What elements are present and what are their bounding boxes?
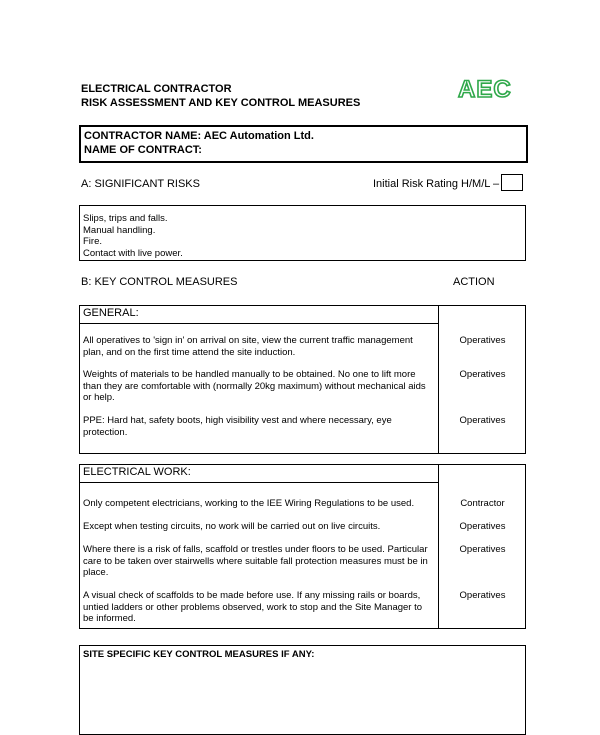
site-specific-title: SITE SPECIFIC KEY CONTROL MEASURES IF ANY:	[83, 649, 315, 660]
general-title: GENERAL:	[83, 307, 139, 319]
risk-rating-input[interactable]	[501, 174, 523, 191]
table-row: Where there is a risk of falls, scaffold or trestles under floors to be used. Particular care to be taken over stairwells where suitable fall protection measures must be in place.	[83, 544, 428, 578]
aec-logo: AEC	[458, 76, 512, 103]
section-b-label: B: KEY CONTROL MEASURES	[81, 276, 238, 288]
action-cell: Operatives	[459, 521, 506, 532]
electrical-box	[79, 464, 526, 629]
contract-name: NAME OF CONTRACT:	[84, 144, 202, 156]
list-item: Manual handling.	[83, 224, 156, 236]
general-box	[79, 305, 526, 454]
electrical-title: ELECTRICAL WORK:	[83, 466, 191, 478]
action-label: ACTION	[453, 276, 495, 288]
table-row: PPE: Hard hat, safety boots, high visibility vest and where necessary, eye protection.	[83, 415, 392, 438]
risk-list	[83, 213, 183, 259]
list-item: Contact with live power.	[83, 247, 183, 259]
risk-rating-label: Initial Risk Rating H/M/L –	[373, 178, 500, 190]
doc-title-line1: ELECTRICAL CONTRACTOR	[81, 83, 232, 95]
table-row: All operatives to 'sign in' on arrival on site, view the current traffic management plan, and on the first time attend the site induction.	[83, 335, 413, 358]
site-specific-box	[79, 645, 526, 735]
section-a-label: A: SIGNIFICANT RISKS	[81, 178, 200, 190]
table-row: Weights of materials to be handled manually to be obtained. No one to lift more than they are comfortable with (normally 20kg maximum) without mechanical aids or help.	[83, 369, 426, 403]
table-row: Except when testing circuits, no work will be carried out on live circuits.	[83, 521, 381, 532]
action-cell: Operatives	[459, 369, 506, 380]
action-cell: Operatives	[459, 590, 506, 601]
table-row: Only competent electricians, working to the IEE Wiring Regulations to be used.	[83, 498, 415, 509]
list-item: Slips, trips and falls.	[83, 213, 168, 224]
action-cell: Contractor	[460, 498, 505, 509]
list-item: Fire.	[83, 236, 102, 247]
risks-box	[79, 205, 526, 261]
doc-title-line2: RISK ASSESSMENT AND KEY CONTROL MEASURES	[81, 97, 361, 109]
contractor-box	[79, 125, 528, 163]
action-cell: Operatives	[459, 335, 506, 346]
table-row: A visual check of scaffolds to be made before use. If any missing rails or boards, untied ladders or other problems observed, work to stop and the Site Manager to be informed.	[83, 590, 423, 624]
contractor-name: CONTRACTOR NAME: AEC Automation Ltd.	[84, 130, 314, 142]
action-cell: Operatives	[459, 415, 506, 426]
action-cell: Operatives	[459, 544, 506, 555]
